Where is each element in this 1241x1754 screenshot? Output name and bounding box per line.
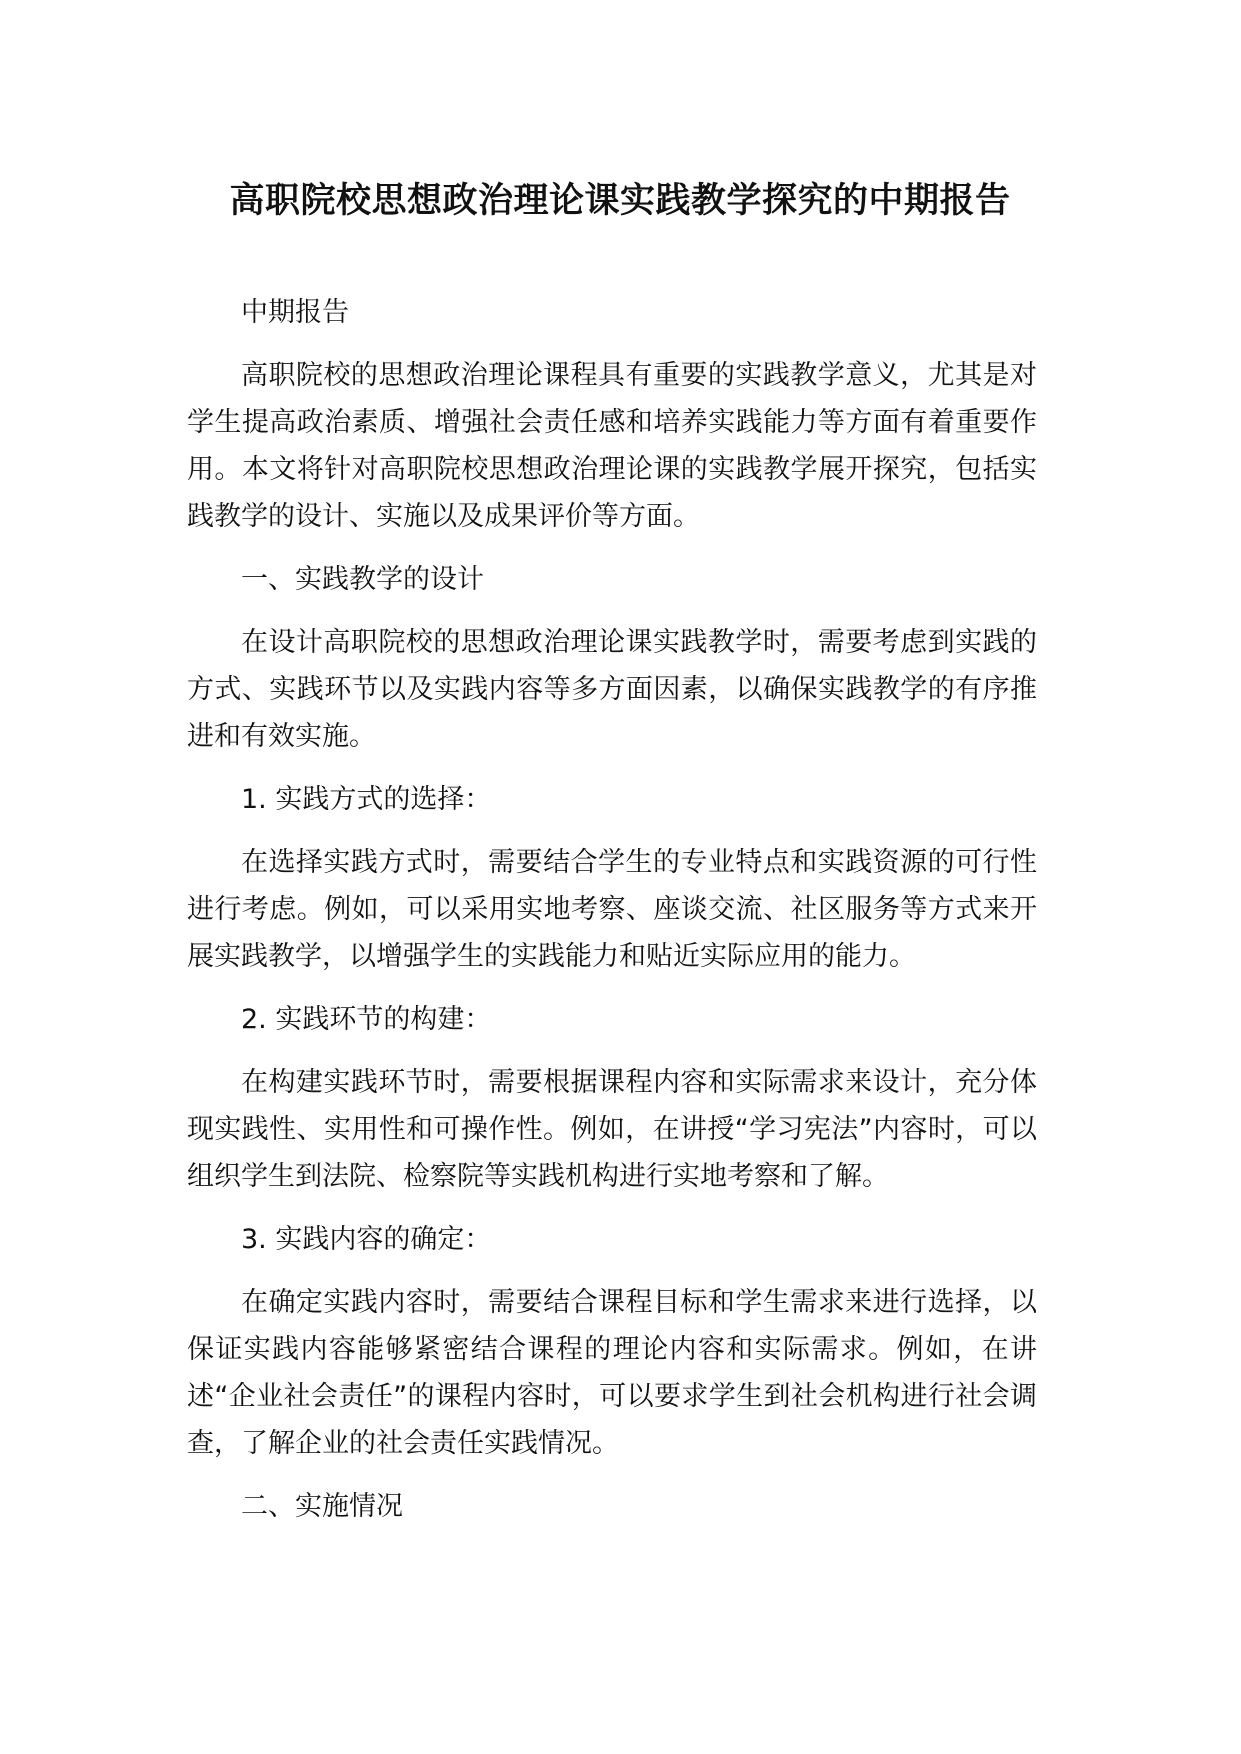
subheading-stage: 2. 实践环节的构建：: [241, 1004, 492, 1035]
subheading-method: 1. 实践方式的选择：: [241, 784, 492, 815]
document-title: 高职院校思想政治理论课实践教学探究的中期报告: [229, 181, 1011, 221]
section-heading-design: 一、实践教学的设计: [241, 564, 484, 595]
document-body: [187, 289, 1037, 1546]
section-heading-implementation: 二、实施情况: [241, 1491, 403, 1522]
paragraph-intro-heading: 中期报告: [241, 297, 349, 328]
paragraph-content: 在确定实践内容时，需要结合课程目标和学生需求来进行选择，以保证实践内容能够紧密结合课程的理论内容和实际需求。例如，在讲述“企业社会责任”的课程内容时，可以要求学生到社会机构进行社会调查，了解企业的社会责任实践情况。: [187, 1287, 1037, 1459]
paragraph-design: 在设计高职院校的思想政治理论课实践教学时，需要考虑到实践的方式、实践环节以及实践内容等多方面因素，以确保实践教学的有序推进和有效实施。: [187, 627, 1037, 752]
paragraph-intro: 高职院校的思想政治理论课程具有重要的实践教学意义，尤其是对学生提高政治素质、增强社会责任感和培养实践能力等方面有着重要作用。本文将针对高职院校思想政治理论课的实践教学展开探究，包括实践教学的设计、实施以及成果评价等方面。: [187, 360, 1037, 532]
subheading-content: 3. 实践内容的确定：: [241, 1224, 492, 1255]
paragraph-method: 在选择实践方式时，需要结合学生的专业特点和实践资源的可行性进行考虑。例如，可以采用实地考察、座谈交流、社区服务等方式来开展实践教学，以增强学生的实践能力和贴近实际应用的能力。: [187, 847, 1037, 972]
paragraph-stage: 在构建实践环节时，需要根据课程内容和实际需求来设计，充分体现实践性、实用性和可操作性。例如，在讲授“学习宪法”内容时，可以组织学生到法院、检察院等实践机构进行实地考察和了解。: [187, 1067, 1037, 1192]
